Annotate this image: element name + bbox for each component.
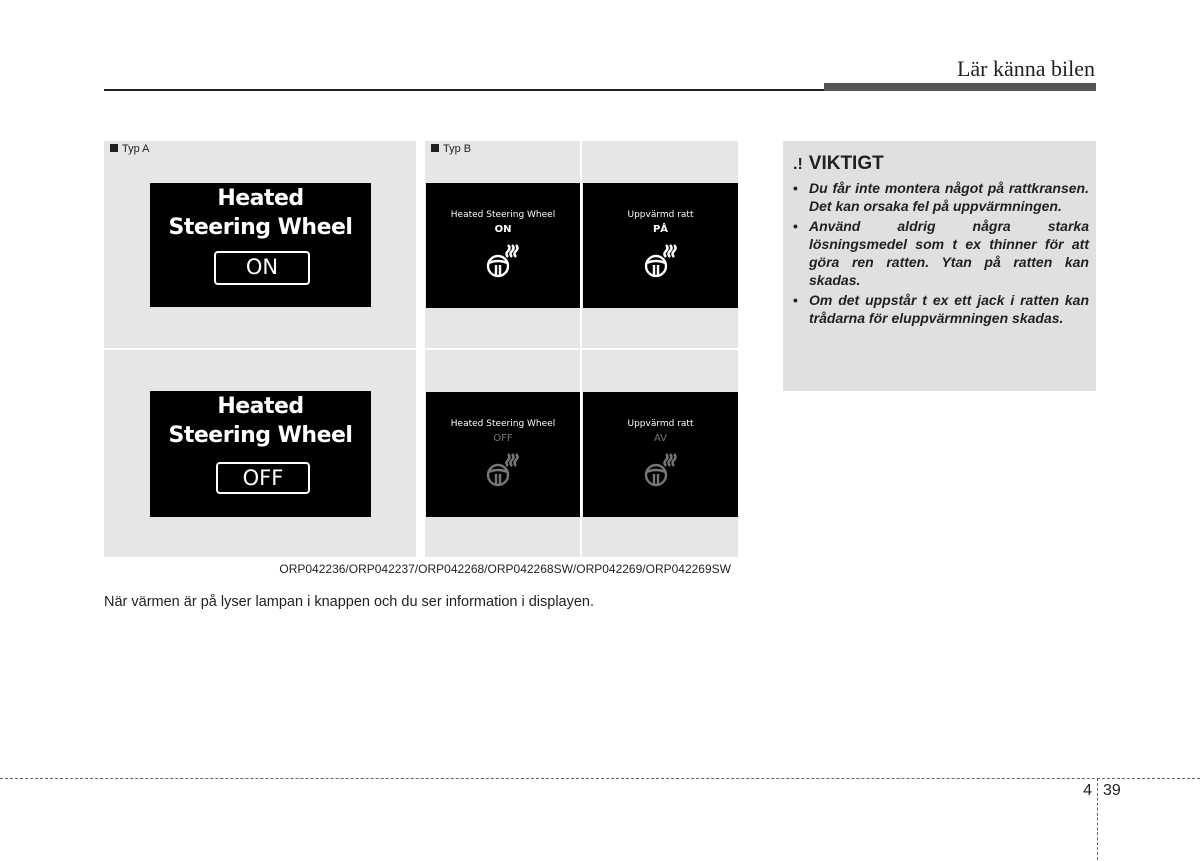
display-line-1: Heated xyxy=(217,394,304,419)
display-state: ON xyxy=(494,224,512,235)
display-line-1: Heated xyxy=(217,186,304,211)
type-a-label: Typ A xyxy=(110,143,150,155)
display-type-a-on xyxy=(150,183,371,307)
display-state: OFF xyxy=(493,433,513,444)
header-rule xyxy=(104,89,824,91)
figure-code: ORP042236/ORP042237/ORP042268/ORP042268SW/ORP042269/ORP042269SW xyxy=(279,562,731,576)
chapter-number: 4 xyxy=(1083,782,1092,799)
state-indicator-off: OFF xyxy=(216,462,310,494)
heated-steering-wheel-icon xyxy=(483,448,523,488)
figure-panel xyxy=(104,141,738,557)
display-type-b-en-on xyxy=(426,183,580,308)
display-state: AV xyxy=(653,433,668,444)
page-header-title: Lär känna bilen xyxy=(956,56,1095,81)
display-type-b-sv-off xyxy=(583,392,738,517)
figure-divider xyxy=(580,141,582,557)
heated-steering-wheel-icon xyxy=(641,448,681,488)
warning-box xyxy=(783,141,1096,391)
heated-steering-wheel-icon xyxy=(483,239,523,279)
body-paragraph: När värmen är på lyser lampan i knappen och du ser information i displayen. xyxy=(104,594,595,610)
warning-heading: .! VIKTIGT xyxy=(793,153,884,174)
footer-divider xyxy=(1097,778,1098,860)
display-line-2: Steering Wheel xyxy=(168,423,353,448)
display-title: Heated Steering Wheel xyxy=(450,419,556,429)
footer-rule xyxy=(0,778,1200,779)
list-item: • Om det uppstår t ex ett jack i ratten kan trådarna för eluppvärmningen skadas. xyxy=(793,292,1089,326)
heated-steering-wheel-icon xyxy=(641,239,681,279)
display-title: Uppvärmd ratt xyxy=(627,210,694,220)
display-title: Heated Steering Wheel xyxy=(450,210,556,220)
warning-icon: .! xyxy=(793,156,803,173)
display-state: PÅ xyxy=(652,224,669,235)
list-item: • Använd aldrig några starka lösningsmedel som t ex thinner för att göra ren ratten. Ytan på ratten kan skadas. xyxy=(793,218,1089,288)
warning-list xyxy=(793,179,1089,329)
display-line-2: Steering Wheel xyxy=(168,215,353,240)
header-rule-accent xyxy=(824,83,1096,91)
display-type-b-en-off xyxy=(426,392,580,517)
state-indicator-on: ON xyxy=(214,251,310,285)
type-b-label: Typ B xyxy=(431,143,471,155)
list-item: • Du får inte montera något på rattkransen. Det kan orsaka fel på uppvärmningen. xyxy=(793,180,1089,214)
display-title: Uppvärmd ratt xyxy=(627,419,694,429)
figure-divider xyxy=(104,348,738,350)
display-type-b-sv-on xyxy=(583,183,738,308)
display-type-a-off xyxy=(150,391,371,517)
page-number: 39 xyxy=(1103,782,1121,799)
